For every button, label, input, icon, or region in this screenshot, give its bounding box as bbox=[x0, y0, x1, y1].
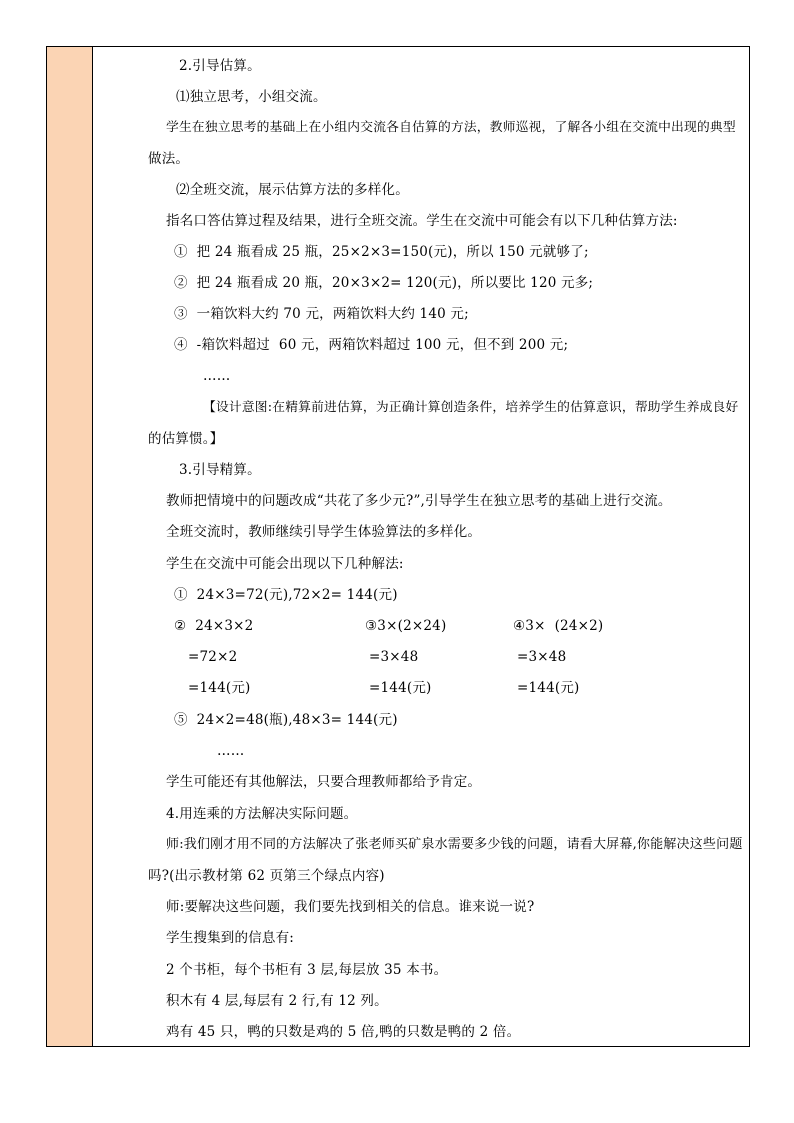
text-line: 学生可能还有其他解法，只要合理教师都给予肯定。 bbox=[166, 774, 482, 790]
text-line: 全班交流时，教师继续引导学生体验算法的多样化。 bbox=[166, 524, 482, 540]
text-line: =3×48 bbox=[517, 649, 567, 665]
text-line: ④ -箱饮料超过 60 元，两箱饮料超过 100 元，但不到 200 元; bbox=[174, 337, 569, 353]
text-line: =144(元) bbox=[188, 680, 251, 696]
text-line: 的估算惯。】 bbox=[148, 431, 224, 447]
lesson-content bbox=[93, 47, 749, 1046]
text-line: ⑵全班交流，展示估算方法的多样化。 bbox=[176, 182, 409, 198]
text-line: 3.引导精算。 bbox=[179, 462, 261, 478]
text-line: 积木有 4 层,每层有 2 行,有 12 列。 bbox=[166, 993, 388, 1009]
text-line: 2.引导估算。 bbox=[179, 58, 261, 74]
text-line: ① 把 24 瓶看成 25 瓶，25×2×3=150(元)，所以 150 元就够了; bbox=[174, 244, 589, 260]
text-line: 指名口答估算过程及结果，进行全班交流。学生在交流中可能会有以下几种估算方法: bbox=[166, 213, 678, 229]
text-line: 师:我们刚才用不同的方法解决了张老师买矿泉水需要多少钱的问题，请看大屏幕,你能解决这些问题 bbox=[166, 837, 743, 852]
text-line: ① 24×3=72(元),72×2= 144(元) bbox=[174, 587, 398, 603]
text-line: 2 个书柜，每个书柜有 3 层,每层放 35 本书。 bbox=[166, 962, 448, 978]
text-line: ⑤ 24×2=48(瓶),48×3= 144(元) bbox=[174, 712, 398, 728]
text-line: 学生搜集到的信息有: bbox=[166, 930, 295, 946]
text-line: 教师把情境中的问题改成“共花了多少元?”,引导学生在独立思考的基础上进行交流。 bbox=[166, 493, 672, 509]
text-line: …… bbox=[203, 368, 231, 384]
lesson-table bbox=[46, 46, 750, 1047]
text-line: ③ 一箱饮料大约 70 元，两箱饮料大约 140 元; bbox=[174, 306, 469, 322]
text-line: 吗?(出示教材第 62 页第三个绿点内容) bbox=[148, 868, 385, 884]
text-line: ② 把 24 瓶看成 20 瓶，20×3×2= 120(元)，所以要比 120 元多; bbox=[174, 275, 594, 291]
text-line: 4.用连乘的方法解决实际问题。 bbox=[166, 806, 358, 822]
text-line: 做法。 bbox=[148, 151, 190, 167]
left-color-column bbox=[47, 47, 93, 1046]
text-line: =3×48 bbox=[369, 649, 419, 665]
text-line: 学生在交流中可能会出现以下几种解法: bbox=[166, 556, 404, 572]
text-line: =144(元) bbox=[517, 680, 580, 696]
text-line: 鸡有 45 只，鸭的只数是鸡的 5 倍,鸭的只数是鸭的 2 倍。 bbox=[166, 1024, 521, 1040]
text-line: ④3× (24×2) bbox=[513, 618, 604, 634]
text-line: …… bbox=[217, 743, 245, 759]
text-line: 学生在独立思考的基础上在小组内交流各自估算的方法，教师巡视，了解各小组在交流中出现的典型 bbox=[166, 120, 736, 135]
text-line: 师:要解决这些问题，我们要先找到相关的信息。谁来说一说? bbox=[166, 899, 535, 915]
text-line: 【设计意图:在精算前进估算，为正确计算创造条件，培养学生的估算意识，帮助学生养成良好 bbox=[203, 400, 739, 415]
text-line: ③3×(2×24) bbox=[365, 618, 447, 634]
text-line: ② 24×3×2 bbox=[174, 618, 254, 634]
text-line: =144(元) bbox=[369, 680, 432, 696]
text-line: ⑴独立思考，小组交流。 bbox=[176, 89, 327, 105]
text-line: =72×2 bbox=[188, 649, 238, 665]
